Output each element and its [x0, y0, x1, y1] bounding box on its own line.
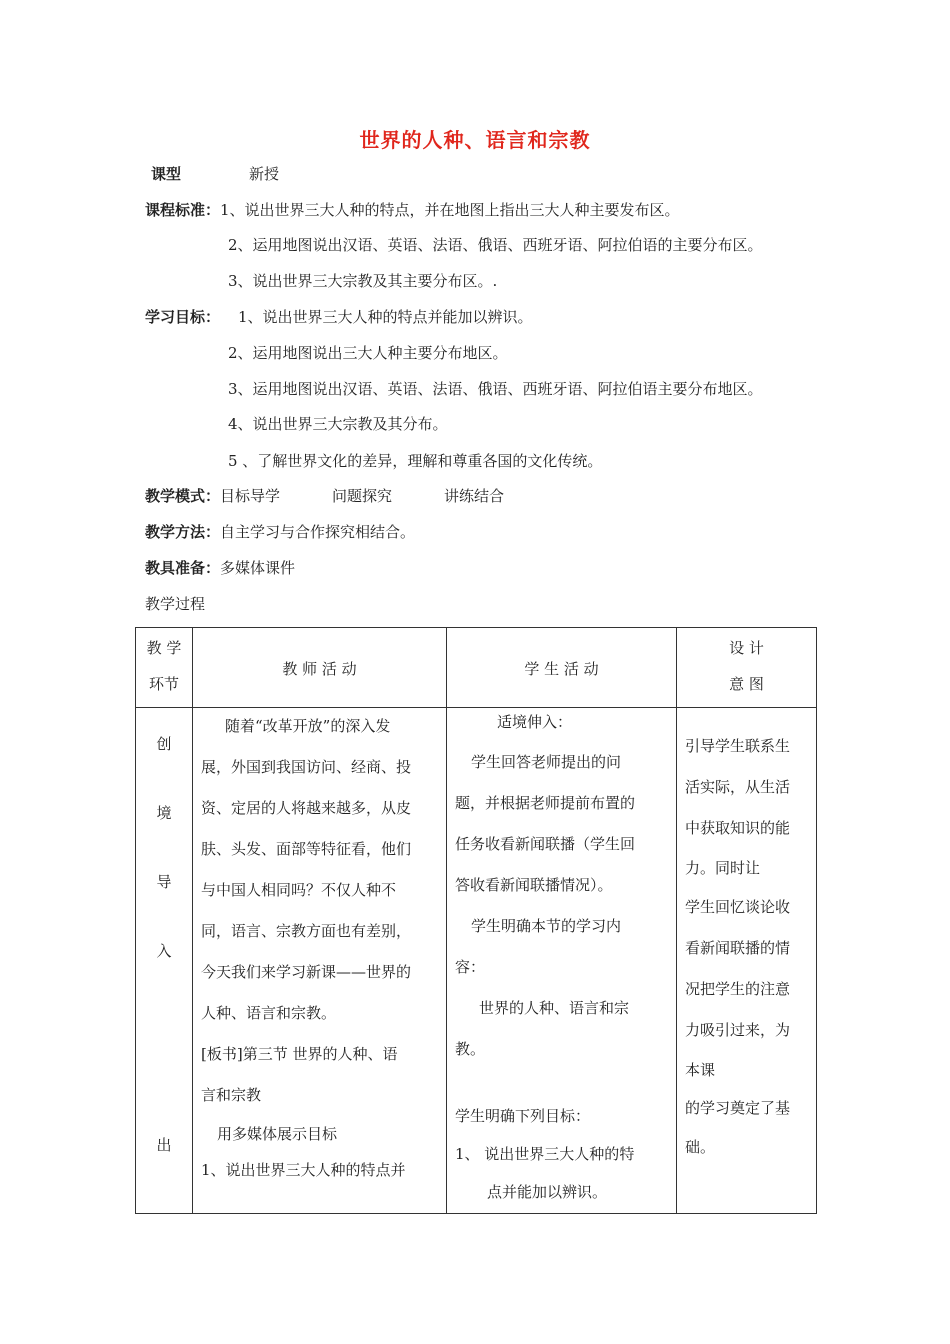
- teacher-activity-cell: [193, 708, 447, 1214]
- document-title: 世界的人种、语言和宗教: [359, 128, 591, 152]
- student-line: 学生回答老师提出的问: [471, 753, 622, 771]
- student-line: 任务收看新闻联播（学生回: [455, 835, 636, 853]
- header-stage: [136, 628, 193, 708]
- student-line: 教。: [455, 1040, 486, 1058]
- tools-value: 多媒体课件: [220, 559, 296, 577]
- mode-label: 教学模式：: [145, 487, 221, 505]
- student-line: 答收看新闻联播情况）。: [455, 876, 613, 894]
- objective-item: 1、说出世界三大人种的特点并能加以辨识。: [238, 308, 533, 326]
- standard-item: 3、说出世界三大宗教及其主要分布区。.: [228, 272, 498, 290]
- lesson-process-table: [135, 627, 817, 1214]
- design-line: 学生回忆谈论收: [685, 898, 791, 916]
- design-line: 活实际，从生活: [685, 778, 791, 796]
- header-student: 学 生 活 动: [447, 628, 677, 708]
- teacher-line: 同，语言、宗教方面也有差别，: [201, 922, 412, 940]
- method-row: [145, 522, 415, 542]
- mode-item: 目标导学: [220, 487, 281, 505]
- stage-char: 境: [156, 804, 172, 822]
- process-label: 教学过程: [145, 595, 206, 613]
- table-row: [136, 708, 817, 1214]
- design-intent-cell: [677, 708, 817, 1214]
- student-line: 1、 说出世界三大人种的特: [455, 1145, 635, 1163]
- header-teacher: 教 师 活 动: [193, 628, 447, 708]
- standards-label: 课程标准：: [145, 201, 221, 219]
- design-line: 本课: [685, 1061, 716, 1079]
- table-header-row: [136, 628, 817, 708]
- header-design-line2: 意 图: [729, 675, 764, 693]
- teacher-line: 随着“改革开放”的深入发: [225, 717, 391, 735]
- design-line: 的学习奠定了基: [685, 1099, 791, 1117]
- standard-item: 1、说出世界三大人种的特点，并在地图上指出三大人种主要发布区。: [220, 201, 680, 219]
- objective-item: 4、说出世界三大宗教及其分布。: [228, 415, 448, 433]
- teacher-line: 用多媒体展示目标: [217, 1125, 338, 1143]
- mode-item: 讲练结合: [444, 487, 505, 505]
- stage-char: 创: [156, 735, 172, 753]
- mode-row: [145, 486, 504, 506]
- method-value: 自主学习与合作探究相结合。: [220, 523, 416, 541]
- student-line: 世界的人种、语言和宗: [479, 999, 630, 1017]
- teacher-line: [板书]第三节 世界的人种、语: [201, 1045, 398, 1063]
- tools-label: 教具准备：: [145, 559, 221, 577]
- teacher-line: 资、定居的人将越来越多，从皮: [201, 799, 412, 817]
- design-line: 况把学生的注意: [685, 980, 791, 998]
- header-stage-line2: 环节: [148, 675, 179, 693]
- header-design-line1: 设 计: [729, 639, 764, 657]
- student-line: 学生明确本节的学习内: [471, 917, 622, 935]
- design-line: 础。: [685, 1138, 716, 1156]
- mode-item: 问题探究: [332, 487, 393, 505]
- student-line: 学生明确下列目标：: [455, 1107, 591, 1125]
- student-spacer: [455, 1070, 668, 1096]
- standard-item: 2、运用地图说出汉语、英语、法语、俄语、西班牙语、阿拉伯语的主要分布区。: [228, 236, 763, 254]
- design-line: 看新闻联播的情: [685, 939, 791, 957]
- design-line: 力吸引过来，为: [685, 1021, 791, 1039]
- objective-item: 3、运用地图说出汉语、英语、法语、俄语、西班牙语、阿拉伯语主要分布地区。: [228, 380, 763, 398]
- lesson-type-row: [151, 164, 279, 184]
- header-stage-line1: 教 学: [146, 639, 182, 657]
- objectives-label: 学习目标：: [145, 308, 221, 326]
- teacher-line: 展，外国到我国访问、经商、投: [201, 758, 412, 776]
- teacher-line: 与中国人相同吗？不仅人种不: [201, 881, 397, 899]
- lesson-type-label: 课型: [151, 165, 182, 183]
- objective-item: 2、运用地图说出三大人种主要分布地区。: [228, 344, 508, 362]
- lesson-type-value: 新授: [249, 165, 280, 183]
- teacher-line: 1、说出世界三大人种的特点并: [201, 1161, 406, 1179]
- objective-item: 5 、了解世界文化的差异，理解和尊重各国的文化传统。: [228, 452, 603, 470]
- stage-char: 出: [156, 1136, 172, 1154]
- student-activity-cell: [447, 708, 677, 1214]
- stage-char: 导: [156, 873, 172, 891]
- design-line: 中获取知识的能: [685, 819, 791, 837]
- design-line: 力。同时让: [685, 859, 761, 877]
- student-line: 容：: [455, 958, 486, 976]
- objectives-row-1: [145, 307, 533, 327]
- design-line: 引导学生联系生: [685, 737, 791, 755]
- teacher-line: 言和宗教: [201, 1086, 262, 1104]
- stage-char: 入: [156, 942, 172, 960]
- student-line: 题，并根据老师提前布置的: [455, 794, 636, 812]
- teacher-line: 今天我们来学习新课——世界的: [201, 963, 412, 981]
- student-line: 点并能加以辨识。: [487, 1183, 608, 1201]
- method-label: 教学方法：: [145, 523, 221, 541]
- standards-row-1: [145, 200, 680, 220]
- header-design: [677, 628, 817, 708]
- stage-cell: [136, 708, 193, 1214]
- teacher-line: 肤、头发、面部等特征看，他们: [201, 840, 412, 858]
- teacher-line: 人种、语言和宗教。: [201, 1004, 337, 1022]
- student-line: 适境伸入：: [497, 713, 573, 731]
- tools-row: [145, 558, 295, 578]
